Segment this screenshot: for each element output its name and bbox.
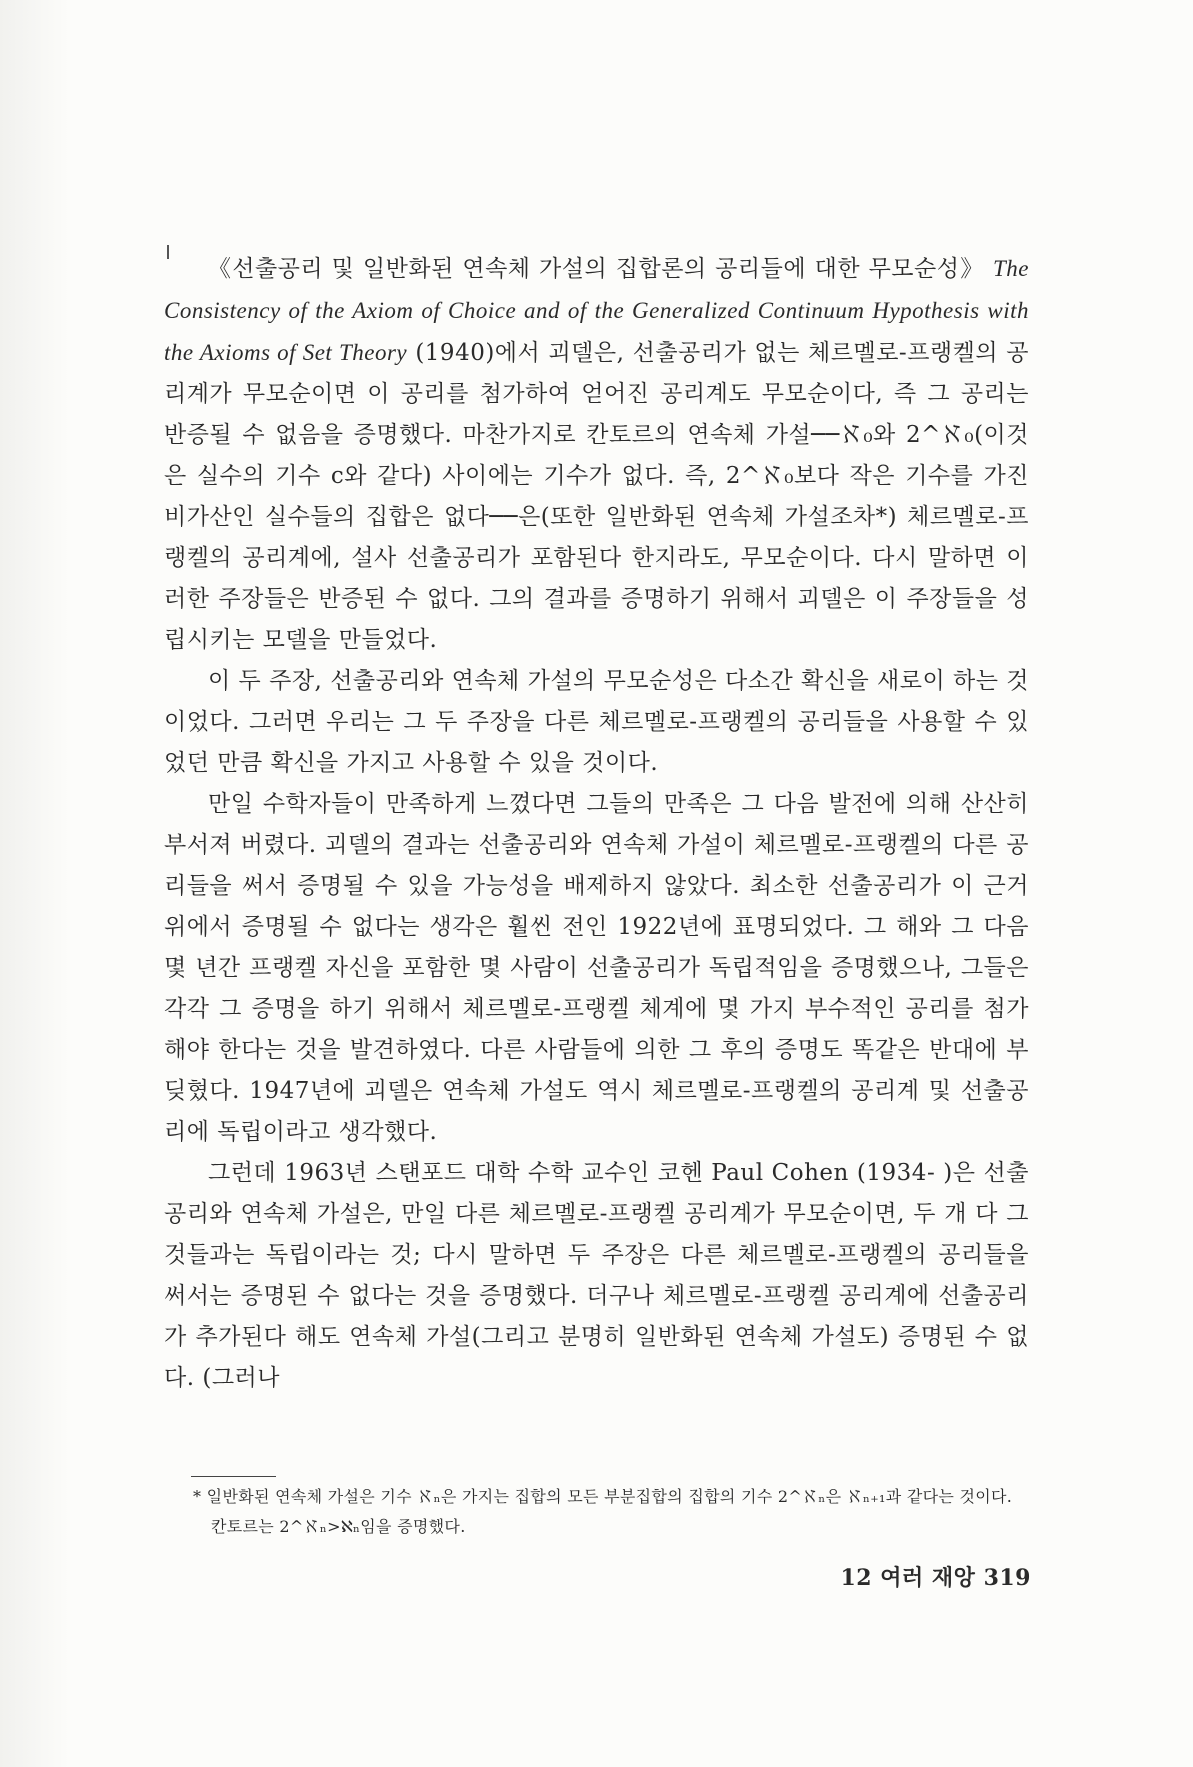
english-title: The Consistency of the Axiom of Choice and of the Generalized Continuum Hypothesis with the Axioms of Set Theory <box>164 256 1030 365</box>
page-edge-shadow <box>0 0 70 1767</box>
footnote-text: * 일반화된 연속체 가설은 기수 ℵₙ은 가지는 집합의 모든 부분집합의 집합의 기수 2^ℵₙ은 ℵₙ₊₁과 같다는 것이다. 칸토르는 2^ℵₙ>ℵₙ임을 증명했다. <box>193 1487 1013 1536</box>
footnote-divider <box>191 1476 276 1477</box>
footnote <box>193 1482 1028 1542</box>
paragraph-4: 그런데 1963년 스탠포드 대학 수학 교수인 코헨 Paul Cohen (1934- )은 선출공리와 연속체 가설은, 만일 다른 체르멜로-프랭켈 공리계가 무모순이면, 두 개 다 그것들과는 독립이라는 것; 다시 말하면 두 주장은 다른 체르멜로-프랭켈의 공리들을 써서는 증명된 수 없다는 것을 증명했다. 더구나 체르멜로-프랭켈 공리계에 선출공리가 추가된다 해도 연속체 가설(그리고 분명히 일반화된 연속체 가설도) 증명된 수 없다. (그러나 <box>164 1160 1029 1391</box>
paragraph-1-body: (1940)에서 괴델은, 선출공리가 없는 체르멜로-프랭켈의 공리계가 무모순이면 이 공리를 첨가하여 얻어진 공리계도 무모순이다, 즉 그 공리는 반증될 수 없음을 증명했다. 마찬가지로 칸토르의 연속체 가설──ℵ₀와 2^ℵ₀(이것은 실수의 기수 c와 같다) 사이에는 기수가 없다. 즉, 2^ℵ₀보다 작은 기수를 가진 비가산인 실수들의 집합은 없다──은(또한 일반화된 연속체 가설조차*) 체르멜로-프랭켈의 공리계에, 설사 선출공리가 포함된다 한지라도, 무모순이다. 다시 말하면 이러한 주장들은 반증된 수 없다. 그의 결과를 증명하기 위해서 괴델은 이 주장들을 성립시키는 모델을 만들었다. <box>164 340 1029 653</box>
korean-title: 《선출공리 및 일반화된 연속체 가설의 집합론의 공리들에 대한 무모순성》 <box>208 256 985 282</box>
paragraph-2: 이 두 주장, 선출공리와 연속체 가설의 무모순성은 다소간 확신을 새로이 하는 것이었다. 그러면 우리는 그 두 주장을 다른 체르멜로-프랭켈의 공리들을 사용할 수 있었던 만큼 확신을 가지고 사용할 수 있을 것이다. <box>164 668 1029 776</box>
main-text <box>164 248 1029 1399</box>
paragraph-1 <box>164 248 1029 661</box>
page-footer: 12 여러 재앙 319 <box>840 1565 1031 1591</box>
paragraph-3: 만일 수학자들이 만족하게 느꼈다면 그들의 만족은 그 다음 발전에 의해 산산히 부서져 버렸다. 괴델의 결과는 선출공리와 연속체 가설이 체르멜로-프랭켈의 다른 공리들을 써서 증명될 수 있을 가능성을 배제하지 않았다. 최소한 선출공리가 이 근거 위에서 증명될 수 없다는 생각은 훨씬 전인 1922년에 표명되었다. 그 해와 그 다음 몇 년간 프랭켈 자신을 포함한 몇 사람이 선출공리가 독립적임을 증명했으나, 그들은 각각 그 증명을 하기 위해서 체르멜로-프랭켈 체계에 몇 가지 부수적인 공리를 첨가해야 한다는 것을 발견하였다. 다른 사람들에 의한 그 후의 증명도 똑같은 반대에 부딪혔다. 1947년에 괴델은 연속체 가설도 역시 체르멜로-프랭켈의 공리계 및 선출공리에 독립이라고 생각했다. <box>164 791 1029 1145</box>
